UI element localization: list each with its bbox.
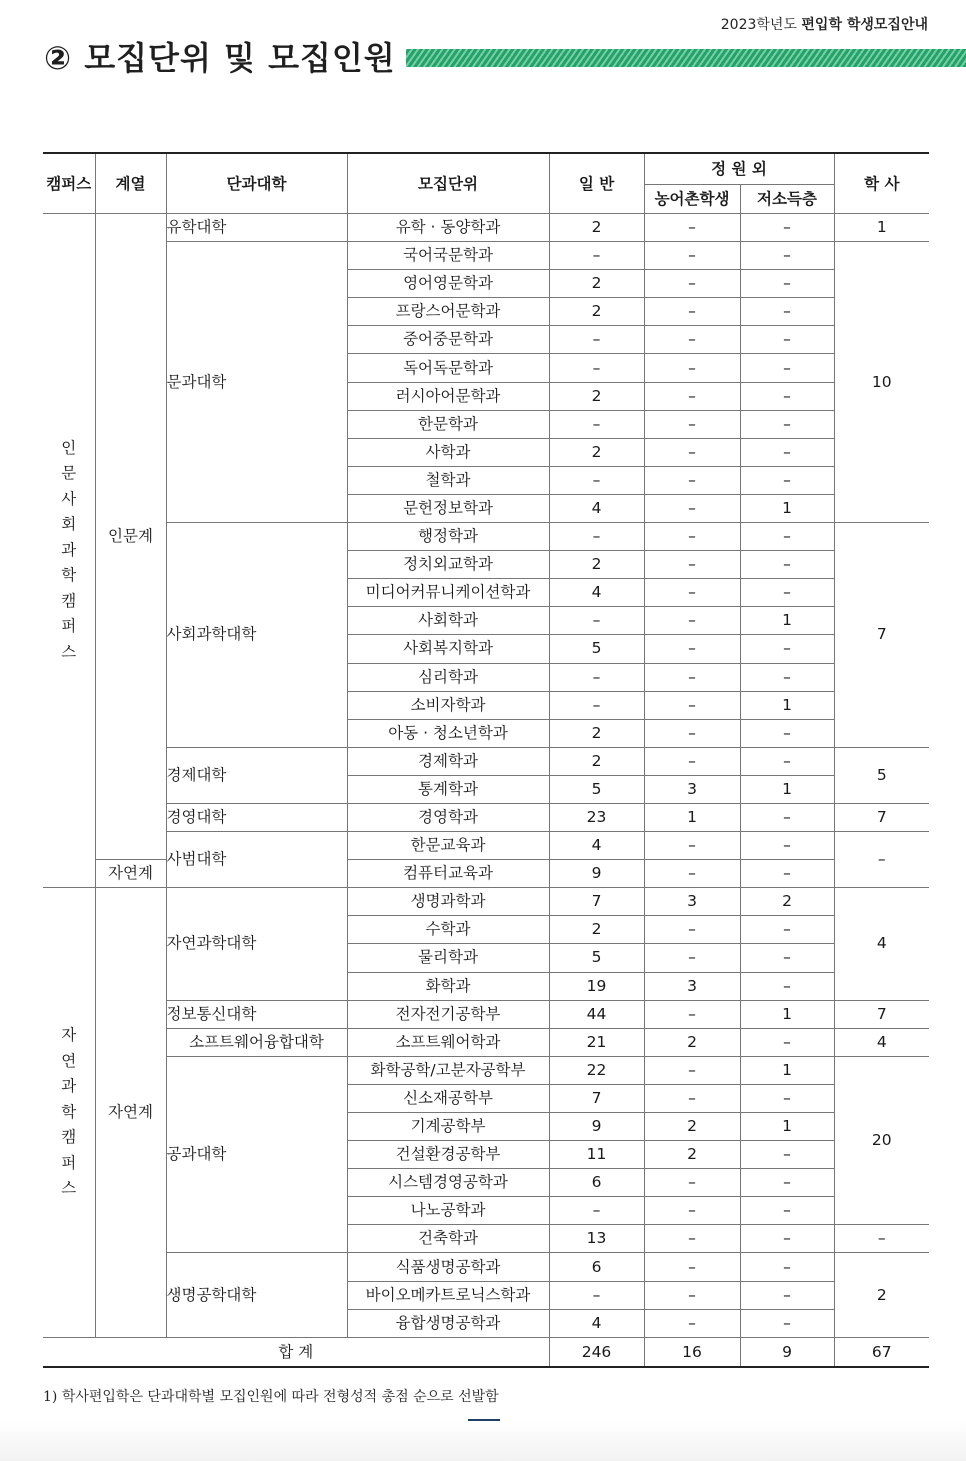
rural-cell: – (644, 1225, 740, 1253)
lowincome-cell: – (740, 1253, 834, 1281)
unit-cell: 생명과학과 (347, 888, 549, 916)
general-cell: 2 (549, 298, 644, 326)
header-field: 계열 (95, 153, 166, 214)
unit-cell: 국어국문학과 (347, 242, 549, 270)
lowincome-cell: – (740, 270, 834, 298)
college-cell: 문과대학 (166, 242, 347, 523)
general-cell: 2 (549, 916, 644, 944)
rural-cell: – (644, 270, 740, 298)
field-cell: 자연계 (95, 860, 166, 888)
footnote: 1) 학사편입학은 단과대학별 모집인원에 따라 전형성적 총점 순으로 선발함 (43, 1389, 499, 1405)
general-cell: 22 (549, 1056, 644, 1084)
unit-cell: 식품생명공학과 (347, 1253, 549, 1281)
field-cell: 인문계 (95, 214, 166, 860)
unit-cell: 바이오메카트로닉스학과 (347, 1281, 549, 1309)
section-title-text (44, 33, 396, 79)
rural-cell: 2 (644, 1141, 740, 1169)
lowincome-cell: – (740, 523, 834, 551)
table-row (43, 1000, 929, 1028)
college-cell: 사범대학 (166, 832, 347, 888)
unit-cell: 사회학과 (347, 607, 549, 635)
rural-cell: – (644, 551, 740, 579)
unit-cell: 소프트웨어학과 (347, 1028, 549, 1056)
general-cell: 21 (549, 1028, 644, 1056)
rural-cell: 1 (644, 803, 740, 831)
general-cell: 6 (549, 1253, 644, 1281)
rural-cell: – (644, 691, 740, 719)
total-general: 246 (549, 1337, 644, 1367)
bachelor-cell: 4 (834, 888, 929, 1000)
rural-cell: – (644, 1000, 740, 1028)
lowincome-cell: – (740, 916, 834, 944)
table-row (43, 242, 929, 270)
unit-cell: 나노공학과 (347, 1197, 549, 1225)
general-cell: 5 (549, 635, 644, 663)
general-cell: 4 (549, 579, 644, 607)
rural-cell: 3 (644, 775, 740, 803)
college-cell: 경제대학 (166, 747, 347, 803)
rural-cell: – (644, 832, 740, 860)
college-cell: 유학대학 (166, 214, 347, 242)
unit-cell: 경영학과 (347, 803, 549, 831)
rural-cell: – (644, 1084, 740, 1112)
college-cell: 사회과학대학 (166, 523, 347, 748)
lowincome-cell: – (740, 242, 834, 270)
header-lowincome: 저소득층 (740, 185, 834, 214)
table-row (43, 523, 929, 551)
lowincome-cell: – (740, 466, 834, 494)
unit-cell: 물리학과 (347, 944, 549, 972)
general-cell: 2 (549, 214, 644, 242)
lowincome-cell: – (740, 944, 834, 972)
rural-cell: – (644, 579, 740, 607)
general-cell: 4 (549, 1309, 644, 1337)
unit-cell: 신소재공학부 (347, 1084, 549, 1112)
campus-cell (43, 888, 95, 1338)
field-cell: 자연계 (95, 888, 166, 1338)
general-cell: 44 (549, 1000, 644, 1028)
rural-cell: – (644, 747, 740, 775)
table-row (43, 832, 929, 860)
lowincome-cell: – (740, 803, 834, 831)
title-label: 모집단위 및 모집인원 (84, 39, 396, 77)
lowincome-cell: 1 (740, 1000, 834, 1028)
unit-cell: 사학과 (347, 438, 549, 466)
campus-char: 과 (61, 540, 77, 559)
unit-cell: 문헌정보학과 (347, 494, 549, 522)
unit-cell: 시스템경영공학과 (347, 1169, 549, 1197)
unit-cell: 기계공학부 (347, 1113, 549, 1141)
campus-char: 퍼 (61, 617, 77, 636)
general-cell: 2 (549, 270, 644, 298)
lowincome-cell: – (740, 1141, 834, 1169)
lowincome-cell: – (740, 298, 834, 326)
unit-cell: 건축학과 (347, 1225, 549, 1253)
campus-char: 학 (61, 1102, 77, 1121)
general-cell: – (549, 1197, 644, 1225)
general-cell: 2 (549, 382, 644, 410)
campus-char: 문 (61, 464, 77, 483)
campus-char: 캠 (61, 591, 77, 610)
rural-cell: – (644, 1056, 740, 1084)
bachelor-cell: 7 (834, 1000, 929, 1028)
page-bottom-shade (0, 1421, 966, 1461)
rural-cell: – (644, 214, 740, 242)
table-row (43, 1253, 929, 1281)
rural-cell: – (644, 860, 740, 888)
rural-cell: 2 (644, 1028, 740, 1056)
bachelor-cell: 7 (834, 803, 929, 831)
college-cell: 소프트웨어융합대학 (166, 1028, 347, 1056)
header-unit: 모집단위 (347, 153, 549, 214)
campus-char: 사 (61, 489, 77, 508)
bachelor-cell: 1 (834, 214, 929, 242)
unit-cell: 융합생명공학과 (347, 1309, 549, 1337)
lowincome-cell: 2 (740, 888, 834, 916)
lowincome-cell: – (740, 326, 834, 354)
total-rural: 16 (644, 1337, 740, 1367)
general-cell: – (549, 523, 644, 551)
rural-cell: – (644, 719, 740, 747)
unit-cell: 정치외교학과 (347, 551, 549, 579)
lowincome-cell: – (740, 1197, 834, 1225)
campus-char: 회 (61, 515, 77, 534)
general-cell: 4 (549, 832, 644, 860)
unit-cell: 철학과 (347, 466, 549, 494)
rural-cell: – (644, 1169, 740, 1197)
campus-char: 과 (61, 1077, 77, 1096)
unit-cell: 아동 · 청소년학과 (347, 719, 549, 747)
campus-char: 연 (61, 1051, 77, 1070)
rural-cell: – (644, 494, 740, 522)
campus-char: 캠 (61, 1128, 77, 1147)
general-cell: 9 (549, 860, 644, 888)
bachelor-cell: – (834, 1225, 929, 1253)
total-lowincome: 9 (740, 1337, 834, 1367)
unit-cell: 한문교육과 (347, 832, 549, 860)
unit-cell: 유학 · 동양학과 (347, 214, 549, 242)
general-cell: 19 (549, 972, 644, 1000)
rural-cell: – (644, 326, 740, 354)
rural-cell: – (644, 410, 740, 438)
general-cell: 23 (549, 803, 644, 831)
general-cell: – (549, 410, 644, 438)
campus-char: 학 (61, 566, 77, 585)
unit-cell: 독어독문학과 (347, 354, 549, 382)
unit-cell: 중어중문학과 (347, 326, 549, 354)
lowincome-cell: 1 (740, 607, 834, 635)
bachelor-cell: 2 (834, 1253, 929, 1337)
general-cell: – (549, 607, 644, 635)
lowincome-cell: 1 (740, 494, 834, 522)
general-cell: 2 (549, 747, 644, 775)
total-label: 합 계 (43, 1337, 549, 1367)
total-row (43, 1337, 929, 1367)
unit-cell: 건설환경공학부 (347, 1141, 549, 1169)
general-cell: – (549, 326, 644, 354)
campus-char: 스 (61, 642, 77, 661)
rural-cell: 3 (644, 888, 740, 916)
bachelor-cell: 7 (834, 523, 929, 748)
lowincome-cell: 1 (740, 691, 834, 719)
table-row (43, 888, 929, 916)
lowincome-cell: – (740, 410, 834, 438)
lowincome-cell: 1 (740, 1113, 834, 1141)
general-cell: – (549, 1281, 644, 1309)
header-extra: 정 원 외 (644, 153, 834, 185)
college-cell: 경영대학 (166, 803, 347, 831)
general-cell: – (549, 242, 644, 270)
general-cell: 9 (549, 1113, 644, 1141)
unit-cell: 심리학과 (347, 663, 549, 691)
rural-cell: 3 (644, 972, 740, 1000)
header-bachelor: 학 사 (834, 153, 929, 214)
lowincome-cell: – (740, 972, 834, 1000)
rural-cell: – (644, 1253, 740, 1281)
table-row (43, 214, 929, 242)
title-stripe-decoration (406, 49, 966, 67)
rural-cell: 2 (644, 1113, 740, 1141)
rural-cell: – (644, 944, 740, 972)
bachelor-cell: – (834, 832, 929, 888)
general-cell: – (549, 466, 644, 494)
general-cell: 11 (549, 1141, 644, 1169)
rural-cell: – (644, 635, 740, 663)
header-title: 편입학 학생모집안내 (801, 17, 928, 33)
college-cell: 생명공학대학 (166, 1253, 347, 1337)
header-year: 2023학년도 (720, 17, 797, 33)
rural-cell: – (644, 607, 740, 635)
lowincome-cell: – (740, 1281, 834, 1309)
lowincome-cell: – (740, 1084, 834, 1112)
lowincome-cell: – (740, 1028, 834, 1056)
header-rural: 농어촌학생 (644, 185, 740, 214)
general-cell: – (549, 354, 644, 382)
unit-cell: 수학과 (347, 916, 549, 944)
unit-cell: 사회복지학과 (347, 635, 549, 663)
lowincome-cell: – (740, 214, 834, 242)
rural-cell: – (644, 1281, 740, 1309)
document-header (721, 14, 928, 34)
general-cell: 13 (549, 1225, 644, 1253)
rural-cell: – (644, 438, 740, 466)
bachelor-cell: 10 (834, 242, 929, 523)
unit-cell: 영어영문학과 (347, 270, 549, 298)
general-cell: 4 (549, 494, 644, 522)
unit-cell: 경제학과 (347, 747, 549, 775)
lowincome-cell: – (740, 354, 834, 382)
admission-table (43, 152, 929, 1368)
general-cell: 6 (549, 1169, 644, 1197)
section-title (44, 34, 966, 78)
lowincome-cell: 1 (740, 1056, 834, 1084)
unit-cell: 러시아어문학과 (347, 382, 549, 410)
lowincome-cell: – (740, 747, 834, 775)
total-bachelor: 67 (834, 1337, 929, 1367)
general-cell: 7 (549, 1084, 644, 1112)
college-cell: 자연과학대학 (166, 888, 347, 1000)
rural-cell: – (644, 466, 740, 494)
general-cell: 2 (549, 551, 644, 579)
campus-char: 퍼 (61, 1153, 77, 1172)
header-college: 단과대학 (166, 153, 347, 214)
lowincome-cell: – (740, 1309, 834, 1337)
lowincome-cell: – (740, 382, 834, 410)
circled-number: ② (44, 39, 73, 77)
bachelor-cell: 20 (834, 1056, 929, 1225)
lowincome-cell: – (740, 635, 834, 663)
rural-cell: – (644, 663, 740, 691)
general-cell: – (549, 663, 644, 691)
unit-cell: 한문학과 (347, 410, 549, 438)
table-row (43, 747, 929, 775)
rural-cell: – (644, 354, 740, 382)
rural-cell: – (644, 916, 740, 944)
rural-cell: – (644, 1309, 740, 1337)
unit-cell: 통계학과 (347, 775, 549, 803)
general-cell: 2 (549, 719, 644, 747)
campus-char: 스 (61, 1179, 77, 1198)
unit-cell: 미디어커뮤니케이션학과 (347, 579, 549, 607)
table-row (43, 1028, 929, 1056)
header-campus: 캠퍼스 (43, 153, 95, 214)
lowincome-cell: – (740, 1169, 834, 1197)
college-cell: 공과대학 (166, 1056, 347, 1253)
general-cell: – (549, 691, 644, 719)
lowincome-cell: – (740, 832, 834, 860)
general-cell: 2 (549, 438, 644, 466)
rural-cell: – (644, 382, 740, 410)
unit-cell: 전자전기공학부 (347, 1000, 549, 1028)
unit-cell: 컴퓨터교육과 (347, 860, 549, 888)
unit-cell: 소비자학과 (347, 691, 549, 719)
campus-char: 인 (61, 438, 77, 457)
general-cell: 5 (549, 775, 644, 803)
table-row (43, 1056, 929, 1084)
lowincome-cell: 1 (740, 775, 834, 803)
lowincome-cell: – (740, 579, 834, 607)
unit-cell: 화학공학/고분자공학부 (347, 1056, 549, 1084)
lowincome-cell: – (740, 551, 834, 579)
general-cell: 5 (549, 944, 644, 972)
lowincome-cell: – (740, 438, 834, 466)
unit-cell: 화학과 (347, 972, 549, 1000)
lowincome-cell: – (740, 860, 834, 888)
unit-cell: 행정학과 (347, 523, 549, 551)
college-cell: 정보통신대학 (166, 1000, 347, 1028)
rural-cell: – (644, 1197, 740, 1225)
table-row (43, 803, 929, 831)
lowincome-cell: – (740, 1225, 834, 1253)
campus-cell (43, 214, 95, 888)
bachelor-cell: 5 (834, 747, 929, 803)
rural-cell: – (644, 523, 740, 551)
rural-cell: – (644, 298, 740, 326)
lowincome-cell: – (740, 663, 834, 691)
general-cell: 7 (549, 888, 644, 916)
bachelor-cell: 4 (834, 1028, 929, 1056)
rural-cell: – (644, 242, 740, 270)
unit-cell: 프랑스어문학과 (347, 298, 549, 326)
header-general: 일 반 (549, 153, 644, 214)
lowincome-cell: – (740, 719, 834, 747)
campus-char: 자 (61, 1026, 77, 1045)
